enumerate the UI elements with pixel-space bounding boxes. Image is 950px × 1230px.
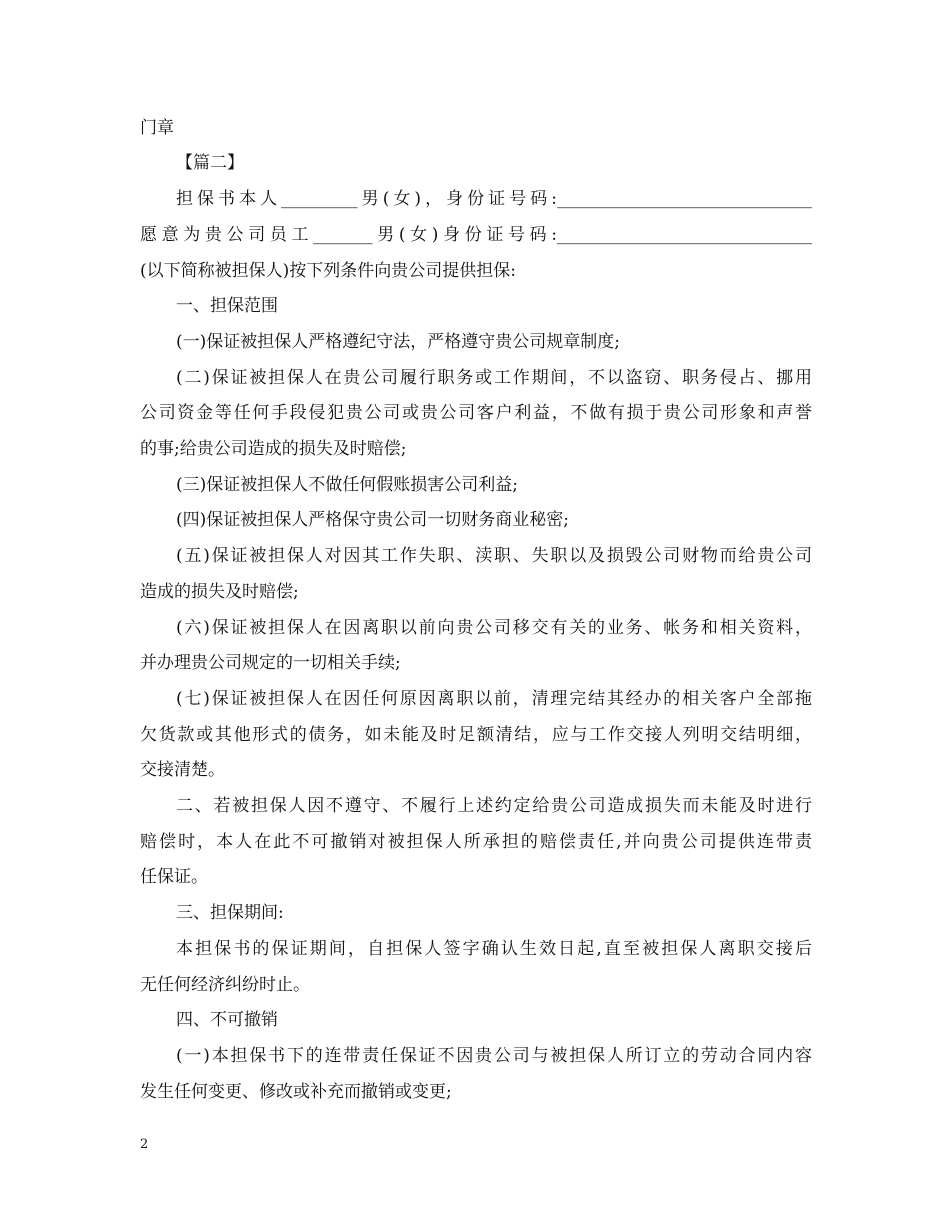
paragraph-line: 二、若被担保人因不遵守、不履行上述约定给贵公司造成损失而未能及时进行 <box>176 796 812 816</box>
section-heading-irrevocable: 四、不可撤销 <box>176 1010 278 1030</box>
clause-line: (四)保证被担保人严格保守贵公司一切财务商业秘密; <box>176 510 569 530</box>
text-line-seal: 门章 <box>140 118 174 138</box>
clause-line: (二)保证被担保人在贵公司履行职务或工作期间，不以盗窃、职务侵占、挪用 <box>176 368 812 388</box>
clause-line: 欠货款或其他形式的债务，如未能及时足额清结，应与工作交接人列明交结明细， <box>140 725 812 745</box>
paragraph-line: 无任何经济纠纷时止。 <box>140 975 310 995</box>
clause-line: 并办理贵公司规定的一切相关手续; <box>140 653 401 673</box>
guarantor-info-line: 担保书本人_________男(女)，身份证号码:______________________________ <box>176 189 812 209</box>
clause-line: (一)本担保书下的连带责任保证不因贵公司与被担保人所订立的劳动合同内容 <box>176 1046 812 1066</box>
paragraph-line: (以下简称被担保人)按下列条件向贵公司提供担保: <box>140 261 516 281</box>
clause-line: 公司资金等任何手段侵犯贵公司或贵公司客户利益，不做有损于贵公司形象和声誉 <box>140 403 812 423</box>
clause-line: (七)保证被担保人在因任何原因离职以前，清理完结其经办的相关客户全部拖 <box>176 689 812 709</box>
section-heading-scope: 一、担保范围 <box>176 296 278 316</box>
clause-line: (三)保证被担保人不做任何假账损害公司利益; <box>176 475 518 495</box>
paragraph-line: 任保证。 <box>140 867 208 887</box>
clause-line: 造成的损失及时赔偿; <box>140 582 299 602</box>
section-heading-period: 三、担保期间: <box>176 903 284 923</box>
paragraph-line: 本担保书的保证期间，自担保人签字确认生效日起,直至被担保人离职交接后 <box>176 939 812 959</box>
clause-line: (一)保证被担保人严格遵纪守法，严格遵守贵公司规章制度; <box>176 332 620 352</box>
clause-line: 发生任何变更、修改或补充而撤销或变更; <box>140 1082 452 1102</box>
clause-line: (六)保证被担保人在因离职以前向贵公司移交有关的业务、帐务和相关资料， <box>176 618 812 638</box>
section-heading-part-two: 【篇二】 <box>176 153 244 173</box>
page-number: 2 <box>140 1137 149 1152</box>
paragraph-line: 赔偿时，本人在此不可撤销对被担保人所承担的赔偿责任,并向贵公司提供连带责 <box>140 832 812 852</box>
clause-line: (五)保证被担保人对因其工作失职、渎职、失职以及损毁公司财物而给贵公司 <box>176 546 812 566</box>
clause-line: 的事;给贵公司造成的损失及时赔偿; <box>140 439 407 459</box>
clause-line: 交接清楚。 <box>140 760 225 780</box>
employee-info-line: 愿意为贵公司员工_______男(女)身份证号码:______________________________ <box>140 225 812 245</box>
